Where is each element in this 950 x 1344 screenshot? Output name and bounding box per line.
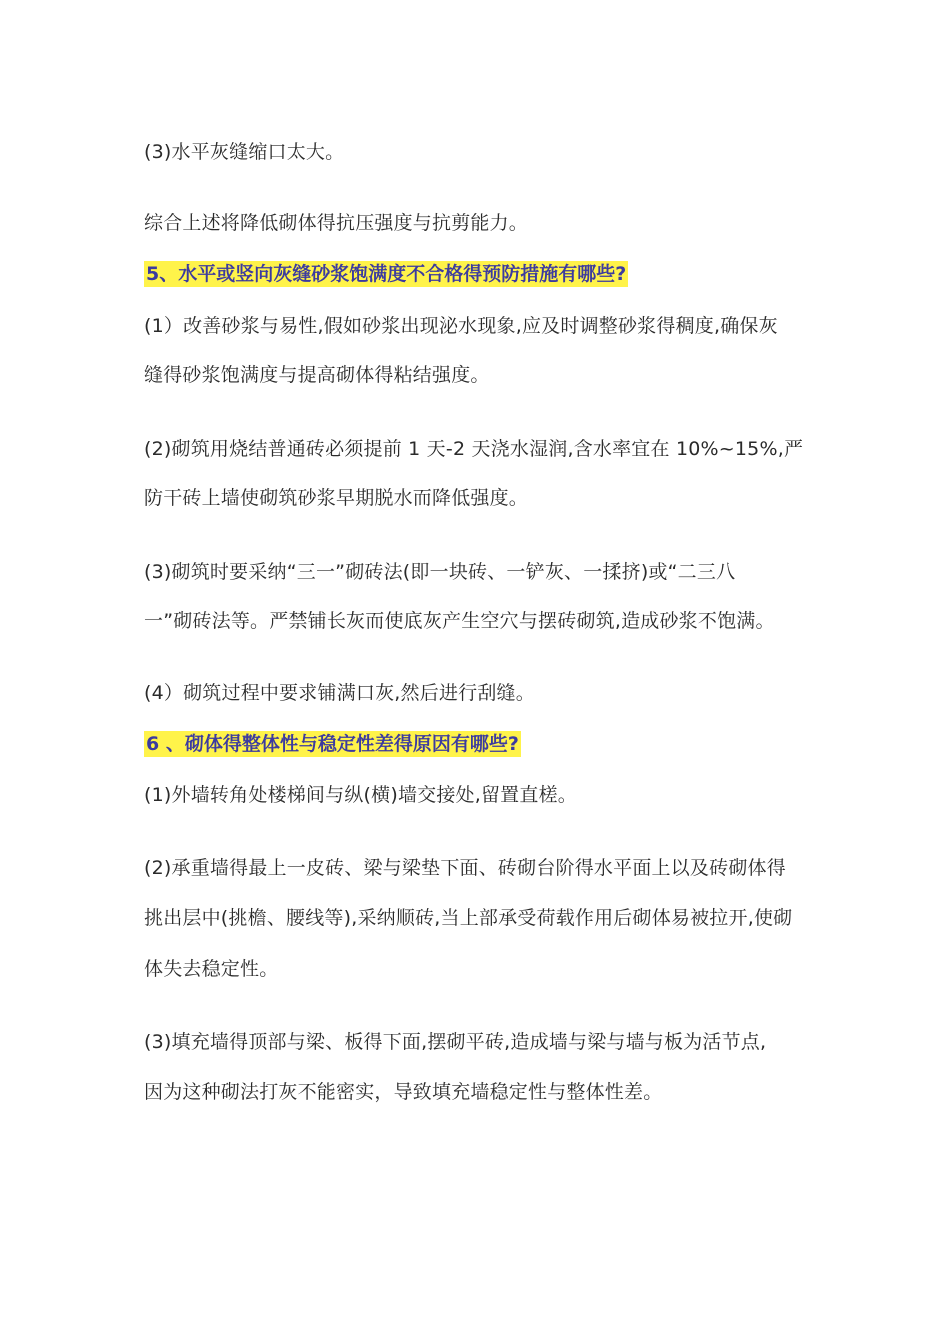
text-line: 体失去稳定性。 — [144, 958, 279, 980]
section-heading-6: 6 、砌体得整体性与稳定性差得原因有哪些? — [146, 733, 519, 755]
text-line: 一”砌砖法等。严禁铺长灰而使底灰产生空穴与摆砖砌筑,造成砂浆不饱满。 — [144, 610, 775, 632]
text-line: (4）砌筑过程中要求铺满口灰,然后进行刮缝。 — [144, 682, 535, 704]
text-line: 因为这种砌法打灰不能密实，导致填充墙稳定性与整体性差。 — [144, 1081, 663, 1103]
text-line: (2)承重墙得最上一皮砖、梁与梁垫下面、砖砌台阶得水平面上以及砖砌体得 — [144, 857, 786, 879]
text-line: 综合上述将降低砌体得抗压强度与抗剪能力。 — [144, 212, 529, 234]
text-line: 挑出层中(挑檐、腰线等),采纳顺砖,当上部承受荷载作用后砌体易被拉开,使砌 — [144, 907, 793, 929]
section-heading-5: 5、水平或竖向灰缝砂浆饱满度不合格得预防措施有哪些? — [146, 263, 627, 285]
text-line: (1）改善砂浆与易性,假如砂浆出现泌水现象,应及时调整砂浆得稠度,确保灰 — [144, 315, 778, 337]
text-line: (1)外墙转角处楼梯间与纵(横)墙交接处,留置直槎。 — [144, 784, 577, 806]
text-line: (3)填充墙得顶部与梁、板得下面,摆砌平砖,造成墙与梁与墙与板为活节点, — [144, 1031, 767, 1053]
text-line: (2)砌筑用烧结普通砖必须提前 1 天-2 天浇水湿润,含水率宜在 10%~15%,严 — [144, 438, 804, 460]
text-line: 防干砖上墙使砌筑砂浆早期脱水而降低强度。 — [144, 487, 529, 509]
text-line: (3)水平灰缝缩口太大。 — [144, 141, 345, 163]
text-line: 缝得砂浆饱满度与提高砌体得粘结强度。 — [144, 364, 490, 386]
text-line: (3)砌筑时要采纳“三一”砌砖法(即一块砖、一铲灰、一揉挤)或“二三八 — [144, 561, 736, 583]
